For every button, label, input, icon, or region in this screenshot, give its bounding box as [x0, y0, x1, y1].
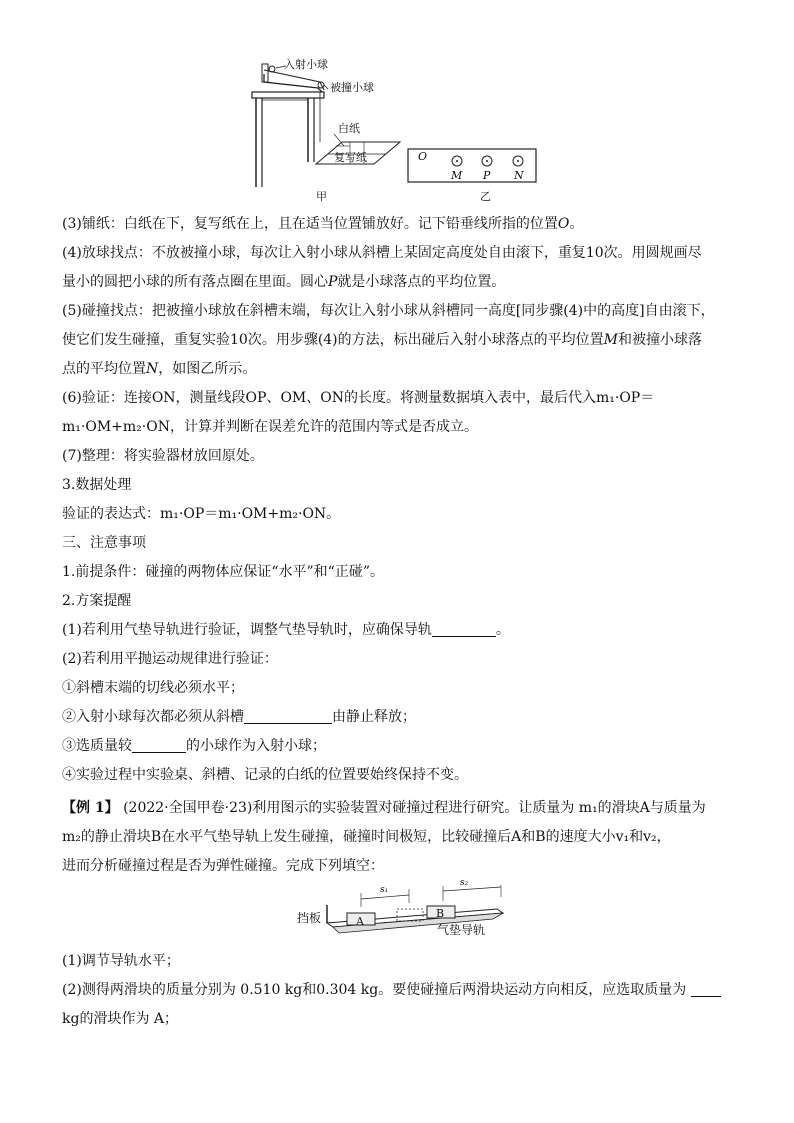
question-2-line2: kg的滑块作为 A；: [62, 1011, 179, 1027]
step-3-end: 。: [569, 216, 584, 232]
formula-line: 验证的表达式：m₁·OP＝m₁·OM+m₂·ON。: [62, 506, 341, 522]
step-5-var-m: M: [603, 332, 618, 348]
step-5-line3b: ，如图乙所示。: [158, 361, 257, 377]
apparatus-drawing: [250, 52, 550, 202]
notes-heading: 三、注意事项: [62, 535, 146, 551]
label-struck-ball: 被撞小球: [330, 81, 374, 94]
check-3: [62, 732, 742, 761]
check-2-text: ②入射小球每次都必须从斜槽: [62, 709, 244, 725]
step-5-line2: [62, 326, 742, 355]
plan-1-end: 。: [495, 622, 510, 638]
plan-2: (2)若利用平抛运动规律进行验证：: [62, 651, 278, 667]
label-block-b: B: [436, 907, 445, 920]
blank-chute-position[interactable]: [244, 707, 332, 724]
step-6-line1: (6)验证：连接ON，测量线段OP、OM、ON的长度。将测量数据填入表中，最后代入m₁·OP＝: [62, 390, 655, 406]
label-white-paper: 白纸: [338, 122, 360, 135]
point-o: O: [418, 150, 428, 163]
main-text: [62, 210, 742, 1034]
example-tag: 【例 1】: [62, 800, 119, 816]
blank-rail[interactable]: [432, 620, 496, 637]
data-processing-heading: 3.数据处理: [62, 477, 132, 493]
check-4: ④实验过程中实验桌、斜槽、记录的白纸的位置要始终保持不变。: [62, 767, 468, 783]
step-3-var: O: [557, 216, 570, 232]
label-block-a: A: [356, 915, 364, 928]
step-4-line2: [62, 268, 742, 297]
check-2-end: 由静止释放；: [332, 709, 416, 725]
example-line1-text: (2022·全国甲卷·23)利用图示的实验装置对碰撞过程进行研究。让质量为 m₁的滑块A与质量为: [118, 800, 706, 816]
question-2-text: (2)测得两滑块的质量分别为 0.510 kg和0.304 kg。要使碰撞后两滑块运动方向相反，应选取质量为: [62, 982, 691, 998]
question-2: [62, 976, 742, 1005]
example-line1: [62, 794, 742, 823]
plan-1: [62, 616, 742, 645]
label-s2: s₂: [460, 878, 469, 888]
point-p: P: [483, 169, 491, 182]
question-1: (1)调节导轨水平；: [62, 953, 180, 969]
plan-1-text: (1)若利用气垫导轨进行验证，调整气垫导轨时，应确保导轨: [62, 622, 432, 638]
step-7: (7)整理：将实验器材放回原处。: [62, 448, 264, 464]
note-2: 2.方案提醒: [62, 593, 132, 609]
check-2: [62, 703, 742, 732]
apparatus-figure: [250, 52, 550, 202]
note-1: 1.前提条件：碰撞的两物体应保证“水平”和“正碰”。: [62, 564, 384, 580]
step-4-line1: (4)放球找点：不放被撞小球，每次让入射小球从斜槽上某固定高度处自由滚下，重复10次。用圆规画尽: [62, 245, 702, 261]
step-4-line2b: 就是小球落点的平均位置。: [337, 274, 506, 290]
label-air-rail: 气垫导轨: [437, 923, 486, 937]
point-n: N: [514, 169, 524, 182]
step-3-text: (3)铺纸：白纸在下，复写纸在上，且在适当位置铺放好。记下铅垂线所指的位置: [62, 216, 558, 232]
step-4-line2a: 量小的圆把小球的所有落点圈在里面。圆心: [62, 274, 328, 290]
label-incident-ball: 入射小球: [284, 58, 328, 71]
air-track-figure: [62, 878, 742, 947]
caption-b: 乙: [480, 190, 491, 203]
caption-a: 甲: [316, 190, 327, 203]
step-3: [62, 210, 742, 239]
step-5-line2a: 使它们发生碰撞，重复实验10次。用步骤(4)的方法，标出碰后入射小球落点的平均位置: [62, 332, 604, 348]
blank-mass[interactable]: [132, 736, 186, 753]
example-line3: 进而分析碰撞过程是否为弹性碰撞。完成下列填空：: [62, 858, 384, 874]
label-carbon-paper: 复写纸: [334, 151, 367, 164]
step-4-var: P: [328, 274, 338, 290]
step-5-var-n: N: [146, 361, 159, 377]
check-1: ①斜槽末端的切线必须水平；: [62, 680, 244, 696]
step-6-line2: m₁·OM+m₂·ON，计算并判断在误差允许的范围内等式是否成立。: [62, 419, 478, 435]
label-s1: s₁: [380, 885, 389, 895]
check-3-end: 的小球作为入射小球；: [186, 738, 326, 754]
step-5-line2b: 和被撞小球落: [618, 332, 702, 348]
step-5-line1: (5)碰撞找点：把被撞小球放在斜槽末端，每次让入射小球从斜槽同一高度[同步骤(4)中的高度]自由滚下，: [62, 303, 715, 319]
blank-block-mass[interactable]: [691, 980, 721, 997]
check-3-text: ③选质量较: [62, 738, 132, 754]
step-5-line3a: 点的平均位置: [62, 361, 146, 377]
step-5-line3: [62, 355, 742, 384]
point-m: M: [451, 169, 463, 182]
example-line2: m₂的静止滑块B在水平气垫导轨上发生碰撞，碰撞时间极短，比较碰撞后A和B的速度大小v₁和v₂，: [62, 829, 671, 845]
label-baffle: 挡板: [297, 911, 322, 925]
